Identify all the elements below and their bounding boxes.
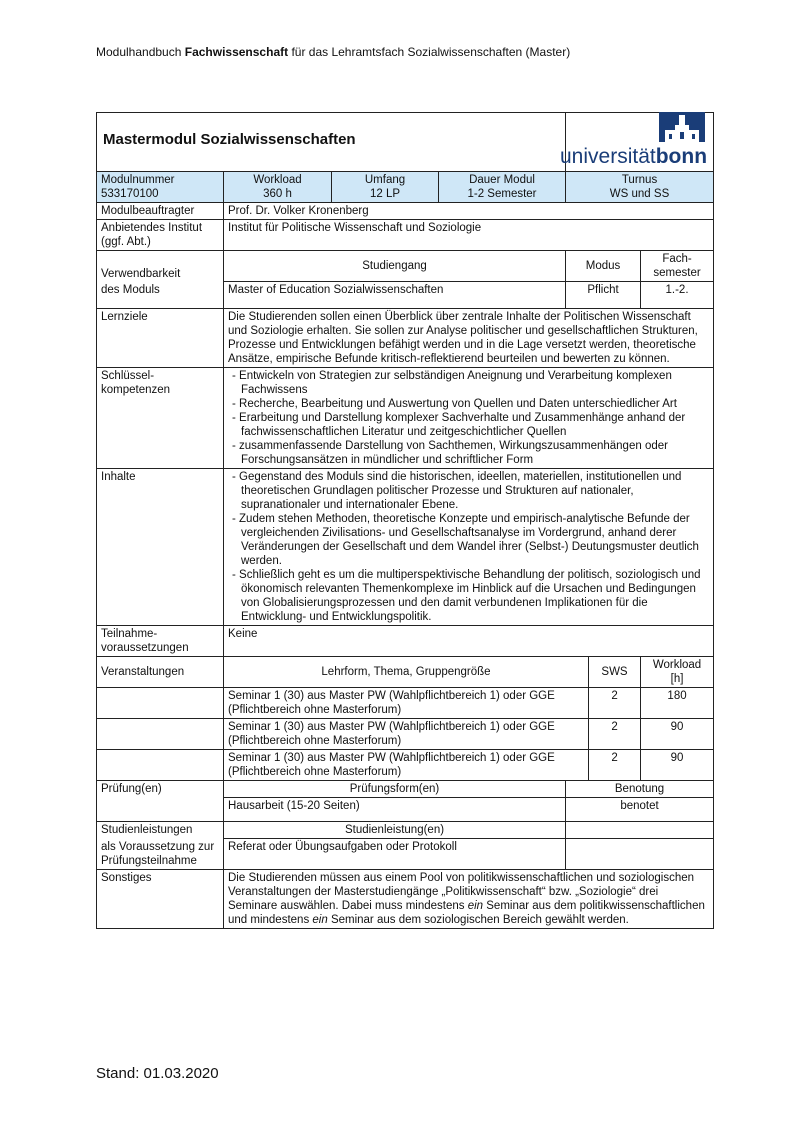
studiengang-value: Master of Education Sozialwissenschaften bbox=[224, 282, 566, 309]
building-icon bbox=[659, 112, 705, 142]
sonstiges-text bbox=[224, 869, 714, 928]
sonstiges-emphasis: ein bbox=[467, 899, 484, 912]
list-item: - Recherche, Bearbeitung und Auswertung von Quellen und Daten unterschiedlicher Art bbox=[228, 397, 709, 411]
schluessel-label-line2: kompetenzen bbox=[101, 383, 171, 396]
workload-header-line2: [h] bbox=[670, 672, 684, 685]
beauftragter-value: Prof. Dr. Volker Kronenberg bbox=[224, 203, 714, 220]
benotung-header: Benotung bbox=[566, 780, 714, 797]
sonstiges-label: Sonstiges bbox=[97, 869, 224, 928]
course-workload: 180 bbox=[641, 687, 714, 718]
table-row bbox=[97, 718, 714, 749]
modulnummer-label: Modulnummer bbox=[101, 174, 175, 186]
sonstiges-part: Seminar aus dem soziologischen Bereich gewählt werden. bbox=[327, 913, 629, 926]
sonstiges-emphasis: ein bbox=[312, 913, 328, 926]
dauer-value: 1-2 Semester bbox=[467, 188, 537, 200]
table-row bbox=[97, 687, 714, 718]
course-workload: 90 bbox=[641, 718, 714, 749]
workload-value: 360 h bbox=[263, 188, 292, 200]
header-suffix: für das Lehramtsfach Sozialwissenschaften (Master) bbox=[288, 45, 571, 59]
course-text: Seminar 1 (30) aus Master PW (Wahlpflichtbereich 1) oder GGE (Pflichtbereich ohne Masterforum) bbox=[224, 687, 589, 718]
sws-header: SWS bbox=[589, 656, 641, 687]
module-table bbox=[96, 112, 714, 929]
umfang-cell bbox=[332, 172, 439, 203]
inhalte-label: Inhalte bbox=[97, 468, 224, 625]
list-item: - Zudem stehen Methoden, theoretische Konzepte und empirisch-analytische Befunde der vergleichenden Zivilisations- und Gesellschaftsanalyse im Vordergrund, anhand derer Veränderungen der Gesellschaft und dem Wandel ihrer (Selbst-) Deutungsmuster deutlich werden. bbox=[228, 512, 709, 568]
modulnummer-cell bbox=[97, 172, 224, 203]
header-bold: Fachwissenschaft bbox=[184, 45, 289, 59]
teilnahme-value: Keine bbox=[224, 625, 714, 656]
fachsemester-value: 1.-2. bbox=[641, 282, 714, 309]
teilnahme-label-line2: voraussetzungen bbox=[101, 641, 189, 654]
empty-cell bbox=[97, 718, 224, 749]
umfang-label: Umfang bbox=[364, 174, 406, 186]
list-item: - Entwickeln von Strategien zur selbständigen Aneignung und Verarbeitung komplexen Fachwissens bbox=[228, 369, 709, 397]
turnus-value: WS und SS bbox=[609, 188, 670, 200]
benotung-value: benotet bbox=[566, 797, 714, 822]
empty-cell bbox=[97, 797, 224, 822]
schluesselkompetenzen-label bbox=[97, 367, 224, 468]
list-item: - zusammenfassende Darstellung von Sachthemen, Wirkungszusammenhängen oder Forschungsansätzen in mündlicher und schriftlicher Form bbox=[228, 439, 709, 467]
fachsemester-header bbox=[641, 251, 714, 282]
table-row bbox=[97, 749, 714, 780]
verwendbarkeit-label: Verwendbarkeit bbox=[97, 251, 224, 282]
studienleistungen-sublabel: als Voraussetzung zur Prüfungsteilnahme bbox=[97, 839, 224, 870]
studienleistungen-label: Studienleistungen bbox=[97, 822, 224, 839]
course-sws: 2 bbox=[589, 749, 641, 780]
sonstiges-part: Die Studierenden müssen aus einem Pool von politikwissenschaftlichen und soziologischen Veranstaltungen der Masterstudiengänge „Politikwissenschaft“ bzw. „Soziologie“ drei Seminare auswählen. Dabei muss mindestens bbox=[228, 871, 695, 912]
studiengang-header: Studiengang bbox=[224, 251, 566, 282]
fachsemester-header-line2: semester bbox=[653, 267, 701, 279]
dauer-cell bbox=[439, 172, 566, 203]
module-title: Mastermodul Sozialwissenschaften bbox=[97, 113, 566, 172]
workload-header bbox=[641, 656, 714, 687]
modus-header: Modus bbox=[566, 251, 641, 282]
inhalte-list bbox=[224, 468, 714, 625]
sonstiges-part: Seminar aus dem politikwissenschaftlichen und mindestens bbox=[228, 899, 705, 926]
page-header bbox=[96, 45, 570, 59]
institut-label-line1: Anbietendes Institut bbox=[101, 222, 203, 234]
veranstaltungen-label: Veranstaltungen bbox=[97, 656, 224, 687]
course-sws: 2 bbox=[589, 718, 641, 749]
pruefung-label: Prüfung(en) bbox=[97, 780, 224, 797]
university-logo bbox=[560, 113, 714, 172]
course-workload: 90 bbox=[641, 749, 714, 780]
page-footer: Stand: 01.03.2020 bbox=[96, 1065, 219, 1082]
schluesselkompetenzen-list bbox=[224, 367, 714, 468]
studienleistung-header: Studienleistung(en) bbox=[224, 822, 566, 839]
modulnummer-value: 533170100 bbox=[101, 188, 159, 200]
dauer-label: Dauer Modul bbox=[469, 174, 535, 186]
schluessel-label-line1: Schlüssel- bbox=[101, 369, 155, 382]
logo-text-bonn: bonn bbox=[655, 145, 708, 168]
course-sws: 2 bbox=[589, 687, 641, 718]
workload-cell bbox=[224, 172, 332, 203]
des-moduls-label: des Moduls bbox=[97, 282, 224, 309]
empty-cell bbox=[97, 749, 224, 780]
turnus-cell bbox=[566, 172, 714, 203]
beauftragter-label: Modulbeauftragter bbox=[97, 203, 224, 220]
teilnahme-label-line1: Teilnahme- bbox=[101, 627, 158, 640]
institut-label-line2: (ggf. Abt.) bbox=[101, 236, 151, 248]
empty-cell bbox=[566, 839, 714, 870]
institut-label bbox=[97, 220, 224, 251]
lehrform-header: Lehrform, Thema, Gruppengröße bbox=[224, 656, 589, 687]
lernziele-label: Lernziele bbox=[97, 308, 224, 367]
list-item: - Gegenstand des Moduls sind die historischen, ideellen, materiellen, institutionellen und theoretischen Grundlagen politischer Prozesse und Strukturen auf nationaler, supranationaler und internationaler Ebene. bbox=[228, 470, 709, 512]
fachsemester-header-line1: Fach- bbox=[662, 253, 692, 265]
modus-value: Pflicht bbox=[566, 282, 641, 309]
pruefungsform-header: Prüfungsform(en) bbox=[224, 780, 566, 797]
teilnahme-label bbox=[97, 625, 224, 656]
course-text: Seminar 1 (30) aus Master PW (Wahlpflichtbereich 1) oder GGE (Pflichtbereich ohne Masterforum) bbox=[224, 749, 589, 780]
studienleistung-value: Referat oder Übungsaufgaben oder Protokoll bbox=[224, 839, 566, 870]
workload-label: Workload bbox=[253, 174, 302, 186]
lernziele-text: Die Studierenden sollen einen Überblick über zentrale Inhalte der Politischen Wissenschaft und Soziologie erhalten. Sie sollen zur Analyse politischer und gesellschaftlichen Strukturen, Prozesse und Entwicklungen befähigt werden und in die Lage versetzt werden, theoretische Ansätze, empirische Befunde kritisch-reflektierend beurteilen und bewerten zu können. bbox=[224, 308, 714, 367]
course-text: Seminar 1 (30) aus Master PW (Wahlpflichtbereich 1) oder GGE (Pflichtbereich ohne Masterforum) bbox=[224, 718, 589, 749]
empty-cell bbox=[97, 687, 224, 718]
empty-cell bbox=[566, 822, 714, 839]
header-prefix: Modulhandbuch bbox=[96, 45, 185, 59]
logo-text-universitaet: universität bbox=[560, 145, 656, 168]
umfang-value: 12 LP bbox=[369, 188, 401, 200]
pruefungsform-value: Hausarbeit (15-20 Seiten) bbox=[224, 797, 566, 822]
list-item: - Erarbeitung und Darstellung komplexer Sachverhalte und Zusammenhänge anhand der fachwissenschaftlichen Literatur und zeitgeschichtlicher Quellen bbox=[228, 411, 709, 439]
workload-header-line1: Workload bbox=[652, 658, 702, 671]
logo bbox=[560, 145, 708, 168]
turnus-label: Turnus bbox=[621, 174, 658, 186]
institut-value: Institut für Politische Wissenschaft und Soziologie bbox=[224, 220, 714, 251]
list-item: - Schließlich geht es um die multiperspektivische Behandlung der politisch, soziologisch und ökonomisch relevanten Themenkomplexe im Hinblick auf die Ursachen und Bedingungen von Globalisierungsprozessen und den damit verbundenen Implikationen für die Entwicklung- und Entwicklungspolitik. bbox=[228, 568, 709, 624]
